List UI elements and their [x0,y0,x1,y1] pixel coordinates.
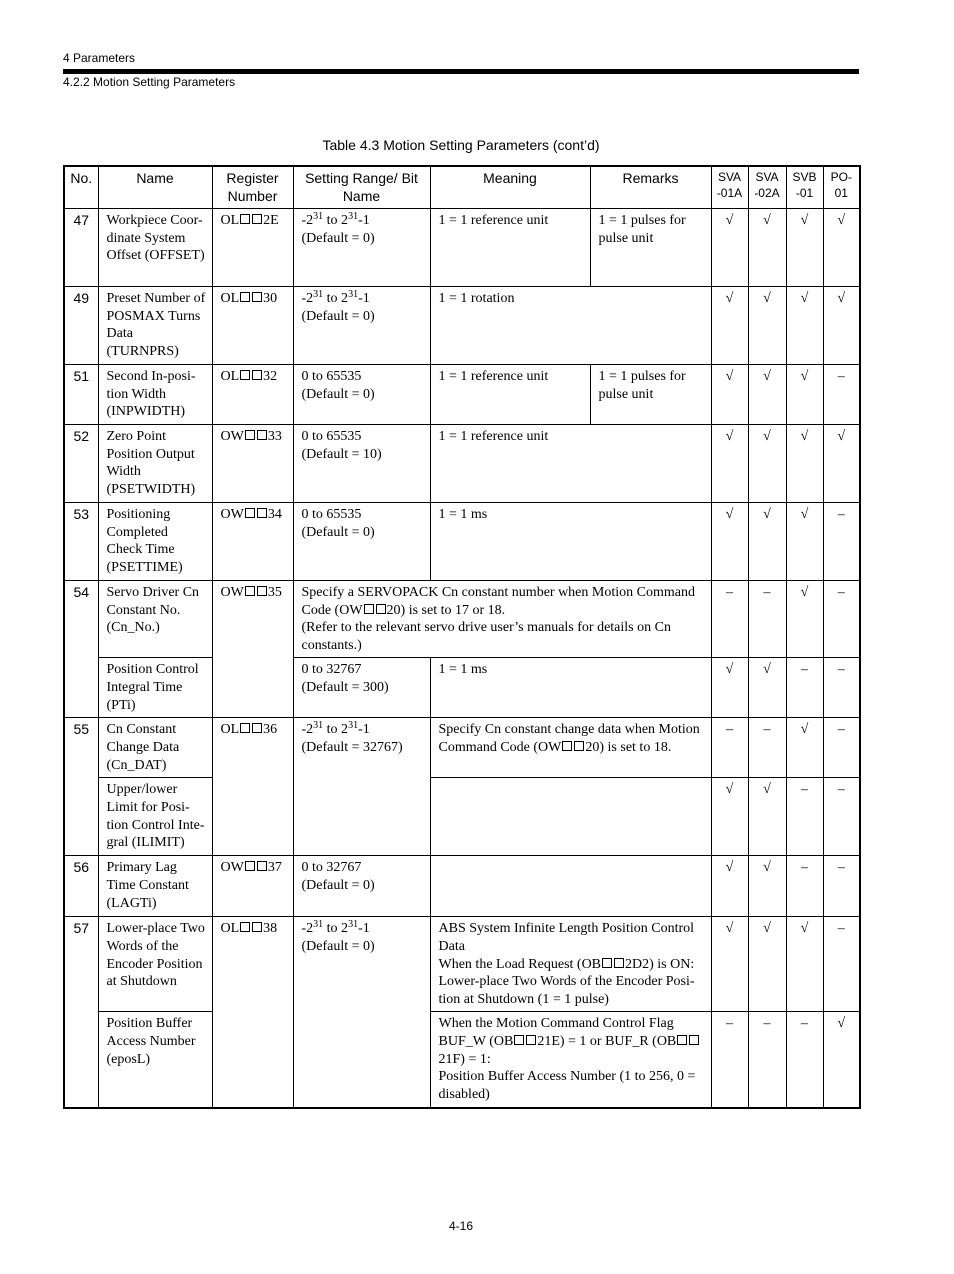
meaning: 1 = 1 ms [430,658,711,718]
register-number: OW 33 [212,425,293,503]
parameters-table [63,165,861,1109]
meaning: 1 = 1 ms [430,503,711,581]
col-sva02a: SVA -02A [748,166,786,209]
check-sva01a: √ [711,425,748,503]
col-meaning: Meaning [430,166,590,209]
check-svb01: √ [786,425,823,503]
check-sva01a: – [711,1012,748,1108]
col-register: Register Number [212,166,293,209]
check-po01: – [823,718,860,778]
check-svb01: √ [786,581,823,658]
check-po01: – [823,503,860,581]
page-number: 4-16 [448,1219,474,1233]
param-no: 53 [64,503,98,581]
check-sva02a: √ [748,287,786,365]
chapter-header: 4 Parameters [63,51,136,65]
table-row [64,718,860,778]
check-sva02a: √ [748,365,786,425]
param-name: Zero Point Position Output Width (PSETWIDTH) [98,425,212,503]
param-name: Position Control Integral Time (PTi) [98,658,212,718]
col-name: Name [98,166,212,209]
register-number: OL 32 [212,365,293,425]
register-number: OL 36 [212,718,293,856]
param-name: Servo Driver Cn Constant No. (Cn_No.) [98,581,212,658]
table-row [64,209,860,287]
check-sva02a: √ [748,425,786,503]
register-number: OW 34 [212,503,293,581]
table-row [64,581,860,658]
setting-range: 0 to 65535 (Default = 0) [293,503,430,581]
check-sva01a: √ [711,658,748,718]
setting-range: $-2^{31}$ to $2^{31}-1$ (Default = 32767) [293,718,430,856]
param-name: Primary Lag Time Constant (LAGTi) [98,856,212,917]
param-no: 49 [64,287,98,365]
check-sva02a: √ [748,209,786,287]
param-no: 57 [64,917,98,1108]
check-sva01a: √ [711,287,748,365]
meaning [430,856,711,917]
meaning [430,778,711,856]
param-name: Workpiece Coor-dinate System Offset (OFFSET) [98,209,212,287]
meaning: Specify Cn constant change data when Motion Command Code (OW 20) is set to 18. [430,718,711,778]
param-name: Preset Number of POSMAX Turns Data (TURNPRS) [98,287,212,365]
check-svb01: √ [786,917,823,1012]
table-row [64,658,860,718]
remarks: 1 = 1 pulses for pulse unit [590,365,711,425]
check-po01: √ [823,1012,860,1108]
col-no: No. [64,166,98,209]
meaning: 1 = 1 reference unit [430,365,590,425]
table-row [64,856,860,917]
check-po01: √ [823,425,860,503]
setting-range: 0 to 32767 (Default = 300) [293,658,430,718]
check-svb01: √ [786,287,823,365]
check-svb01: – [786,658,823,718]
param-name: Cn Constant Change Data (Cn_DAT) [98,718,212,778]
check-sva02a: √ [748,856,786,917]
param-no: 47 [64,209,98,287]
check-sva02a: √ [748,503,786,581]
check-sva02a: – [748,1012,786,1108]
register-number: OL 2E [212,209,293,287]
check-sva01a: √ [711,503,748,581]
check-po01: – [823,365,860,425]
table-caption: Table 4.3 Motion Setting Parameters (cont’d) [322,137,600,153]
table-row [64,287,860,365]
param-name: Lower-place Two Words of the Encoder Position at Shutdown [98,917,212,1012]
check-sva02a: – [748,581,786,658]
check-svb01: – [786,856,823,917]
table-row [64,503,860,581]
param-no: 54 [64,581,98,718]
check-po01: – [823,778,860,856]
check-svb01: – [786,1012,823,1108]
check-po01: – [823,581,860,658]
setting-range: Specify a SERVOPACK Cn constant number when Motion Command Code (OW 20) is set to 17 or 18. (Refer to the relevant servo drive user’s manuals for details on Cn constants.) [293,581,711,658]
table-row [64,917,860,1012]
check-po01: √ [823,287,860,365]
check-svb01: √ [786,718,823,778]
setting-range: 0 to 65535 (Default = 10) [293,425,430,503]
check-svb01: – [786,778,823,856]
section-header: 4.2.2 Motion Setting Parameters [63,75,236,89]
check-po01: – [823,658,860,718]
header-rule [63,69,859,74]
check-svb01: √ [786,365,823,425]
check-sva01a: √ [711,917,748,1012]
meaning: 1 = 1 reference unit [430,209,590,287]
check-po01: √ [823,209,860,287]
check-sva02a: √ [748,658,786,718]
remarks: 1 = 1 pulses for pulse unit [590,209,711,287]
header-row [64,166,860,209]
param-name: Upper/lower Limit for Posi-tion Control Inte-gral (ILIMIT) [98,778,212,856]
param-no: 52 [64,425,98,503]
setting-range: 0 to 32767 (Default = 0) [293,856,430,917]
meaning: 1 = 1 rotation [430,287,711,365]
param-no: 51 [64,365,98,425]
param-name: Positioning Completed Check Time (PSETTIME) [98,503,212,581]
check-sva01a: – [711,718,748,778]
param-name: Position Buffer Access Number (eposL) [98,1012,212,1108]
check-sva01a: – [711,581,748,658]
check-sva01a: √ [711,209,748,287]
meaning: When the Motion Command Control Flag BUF_W (OB 21E) = 1 or BUF_R (OB21F) = 1: Position Buffer Access Number (1 to 256, 0 = disabled) [430,1012,711,1108]
meaning: ABS System Infinite Length Position Control Data When the Load Request (OB 2D2) is ON: Lower-place Two Words of the Encoder Posi-tion at Shutdown (1 = 1 pulse) [430,917,711,1012]
col-po01: PO- 01 [823,166,860,209]
register-number: OW 35 [212,581,293,718]
col-remarks: Remarks [590,166,711,209]
check-po01: – [823,856,860,917]
param-name: Second In-posi-tion Width (INPWIDTH) [98,365,212,425]
check-svb01: √ [786,503,823,581]
check-sva02a: – [748,718,786,778]
check-sva01a: √ [711,365,748,425]
setting-range: $-2^{31}$ to $2^{31}-1$ (Default = 0) [293,917,430,1108]
col-range: Setting Range/ Bit Name [293,166,430,209]
register-number: OW 37 [212,856,293,917]
check-sva01a: √ [711,778,748,856]
setting-range: $-2^{31}$ to $2^{31}-1$ (Default = 0) [293,287,430,365]
register-number: OL 38 [212,917,293,1108]
register-number: OL 30 [212,287,293,365]
table-row [64,778,860,856]
check-sva02a: √ [748,778,786,856]
col-svb01: SVB -01 [786,166,823,209]
table-row [64,1012,860,1108]
param-no: 55 [64,718,98,856]
check-sva02a: √ [748,917,786,1012]
table-row [64,425,860,503]
param-no: 56 [64,856,98,917]
check-sva01a: √ [711,856,748,917]
setting-range: $-2^{31}$ to $2^{31}-1$ (Default = 0) [293,209,430,287]
table-row [64,365,860,425]
meaning: 1 = 1 reference unit [430,425,711,503]
check-svb01: √ [786,209,823,287]
check-po01: – [823,917,860,1012]
col-sva01a: SVA -01A [711,166,748,209]
setting-range: 0 to 65535 (Default = 0) [293,365,430,425]
